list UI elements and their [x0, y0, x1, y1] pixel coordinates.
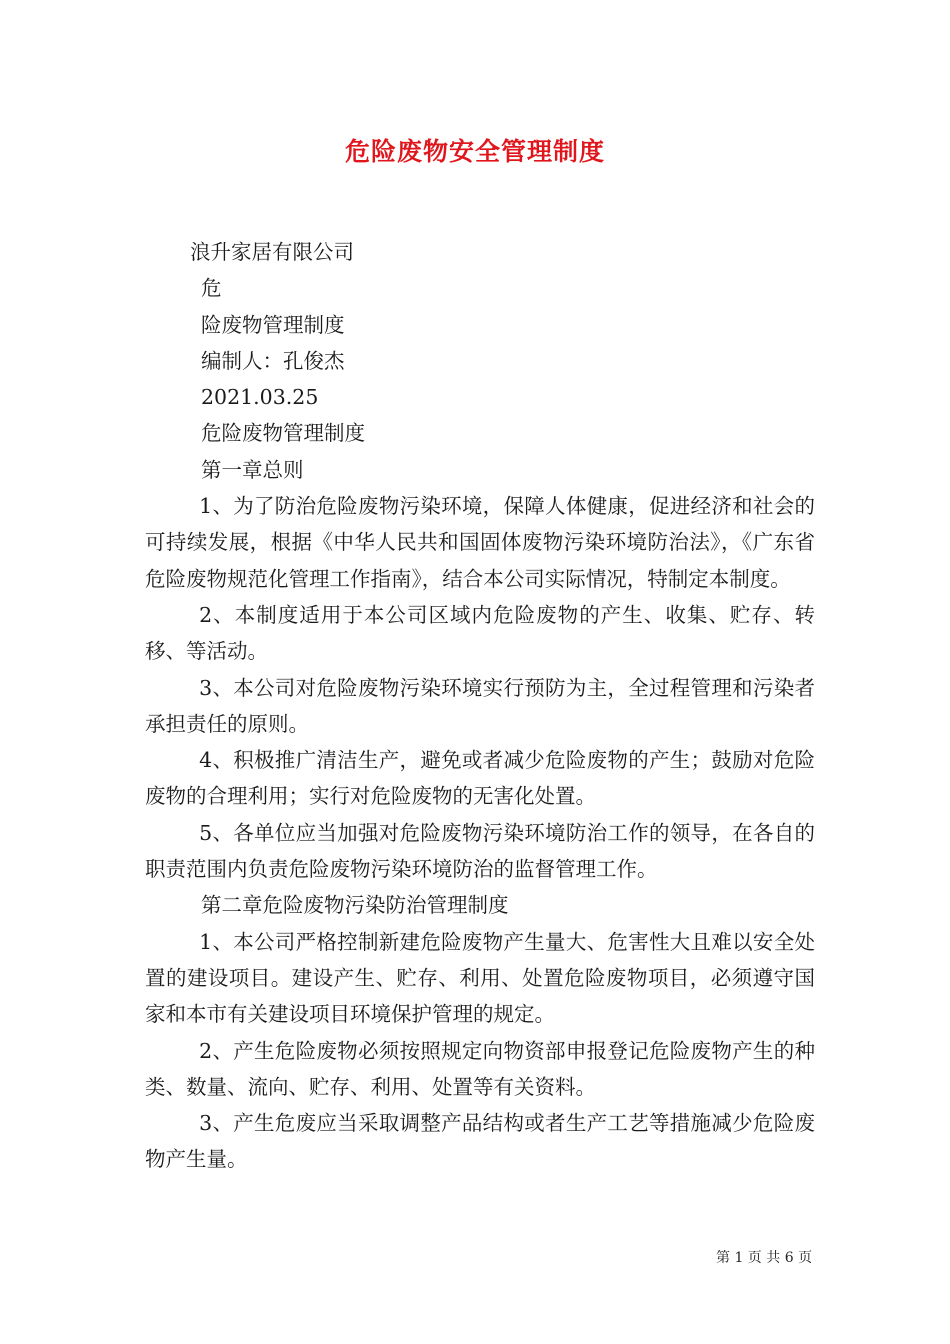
chapter-2-paragraph: 2、产生危险废物必须按照规定向物资部申报登记危险废物产生的种类、数量、流向、贮存、利用、处置等有关资料。 — [145, 1038, 815, 1099]
chapter-2-paragraph: 3、产生危废应当采取调整产品结构或者生产工艺等措施减少危险废物产生量。 — [145, 1111, 815, 1172]
document-body — [145, 234, 815, 1178]
company-name: 浪升家居有限公司 — [190, 240, 354, 264]
chapter-1-paragraph: 1、为了防治危险废物污染环境，保障人体健康，促进经济和社会的可持续发展，根据《中华人民共和国固体废物污染环境防治法》，《广东省危险废物规范化管理工作指南》，结合本公司实际情况，特制定本制度。 — [145, 494, 815, 591]
document-title: 危险废物安全管理制度 — [344, 137, 605, 166]
header-line-title: 险废物管理制度 — [201, 312, 345, 337]
chapter-2-heading: 第二章危险废物污染防治管理制度 — [201, 893, 509, 918]
chapter-1-heading: 第一章总则 — [201, 457, 304, 482]
doc-subtitle: 危险废物管理制度 — [201, 421, 365, 446]
chapter-2-paragraph: 1、本公司严格控制新建危险废物产生量大、危害性大且难以安全处置的建设项目。建设产生、贮存、利用、处置危险废物项目，必须遵守国家和本市有关建设项目环境保护管理的规定。 — [145, 929, 815, 1027]
compiler-line: 编制人：孔俊杰 — [201, 348, 345, 373]
chapter-1-paragraph: 2、本制度适用于本公司区域内危险废物的产生、收集、贮存、转移、等活动。 — [145, 602, 815, 664]
chapter-1-paragraph: 3、本公司对危险废物污染环境实行预防为主，全过程管理和污染者承担责任的原则。 — [145, 675, 815, 736]
chapter-1-paragraph: 4、积极推广清洁生产，避免或者减少危险废物的产生；鼓励对危险废物的合理利用；实行对危险废物的无害化处置。 — [145, 748, 815, 809]
date-line: 2021.03.25 — [201, 385, 319, 410]
chapter-1-paragraph: 5、各单位应当加强对危险废物污染环境防治工作的领导，在各自的职责范围内负责危险废物污染环境防治的监督管理工作。 — [145, 820, 815, 882]
header-line-fragment: 危 — [201, 276, 222, 301]
page-number: 第 1 页 共 6 页 — [716, 1250, 813, 1266]
